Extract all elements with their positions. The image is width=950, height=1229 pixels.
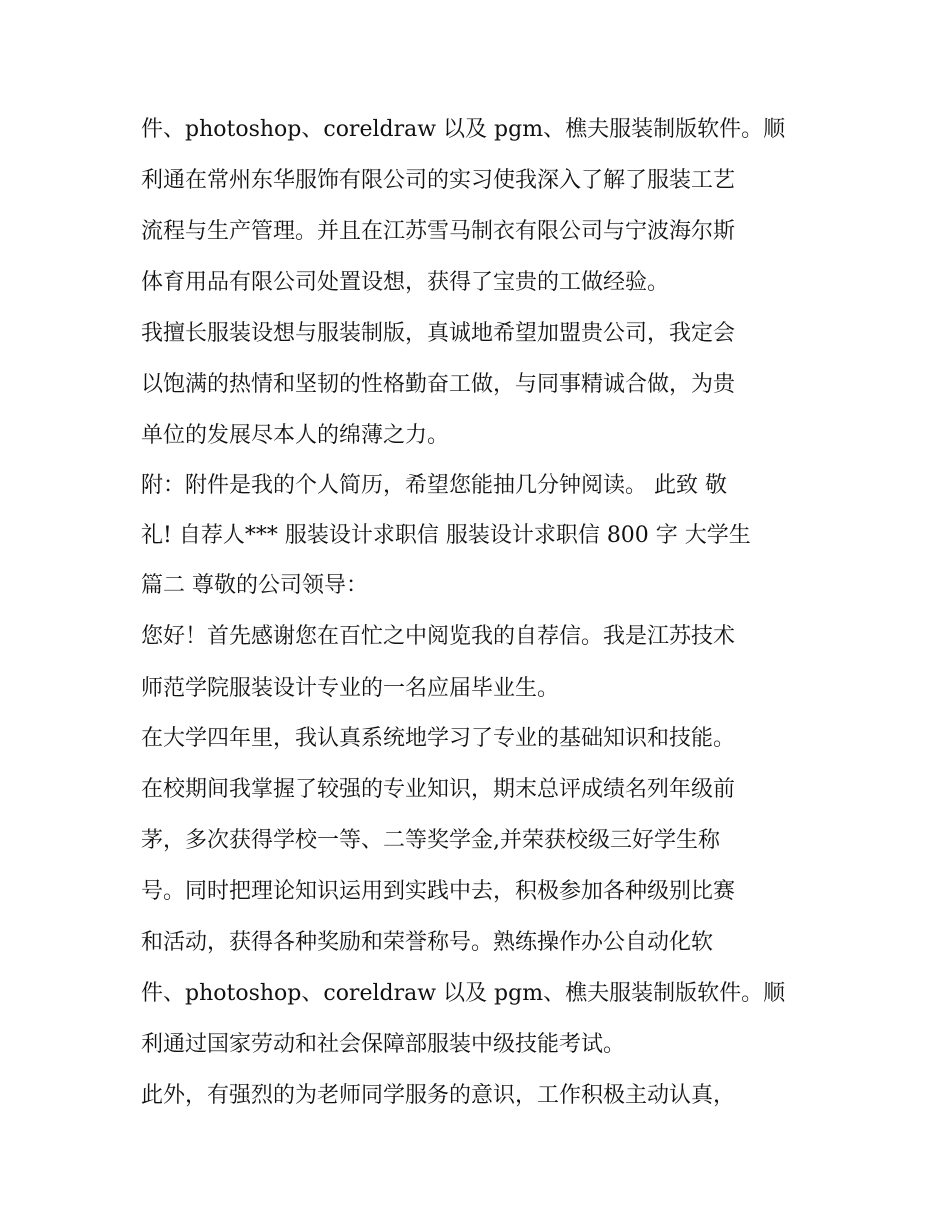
- text-line: 体育用品有限公司处置设想，获得了宝贵的工做经验。: [141, 270, 670, 295]
- text-line: 我擅长服装设想与服装制版，真诚地希望加盟贵公司，我定会: [141, 321, 736, 346]
- text-line: 号。同时把理论知识运用到实践中去，积极参加各种级别比赛: [141, 879, 736, 904]
- text-line: 和活动，获得各种奖励和荣誉称号。熟练操作办公自动化软: [141, 930, 714, 955]
- text-line: 在大学四年里，我认真系统地学习了专业的基础知识和技能。: [141, 726, 736, 751]
- text-line: 礼! 自荐人*** 服装设计求职信 服装设计求职信 800 字 大学生: [141, 523, 751, 548]
- text-line: 在校期间我掌握了较强的专业知识，期末总评成绩名列年级前: [141, 777, 736, 802]
- text-line: 您好！首先感谢您在百忙之中阅览我的自荐信。我是江苏技术: [141, 624, 736, 649]
- text-line: 此外，有强烈的为老师同学服务的意识，工作积极主动认真，: [141, 1083, 736, 1108]
- text-line: 附：附件是我的个人简历，希望您能抽几分钟阅读。 此致 敬: [141, 473, 727, 498]
- text-line: 利通过国家劳动和社会保障部服装中级技能考试。: [141, 1032, 626, 1057]
- text-line: 件、photoshop、coreldraw 以及 pgm、樵夫服装制版软件。顺: [141, 981, 786, 1006]
- text-line: 单位的发展尽本人的绵薄之力。: [141, 423, 450, 448]
- text-line: 篇二 尊敬的公司领导：: [141, 573, 368, 598]
- text-line: 件、photoshop、coreldraw 以及 pgm、樵夫服装制版软件。顺: [141, 117, 786, 142]
- text-line: 以饱满的热情和坚韧的性格勤奋工做，与同事精诚合做，为贵: [141, 372, 736, 397]
- text-line: 师范学院服装设计专业的一名应届毕业生。: [141, 676, 560, 701]
- text-line: 利通在常州东华服饰有限公司的实习使我深入了解了服装工艺: [141, 168, 736, 193]
- text-line: 茅，多次获得学校一等、二等奖学金,并荣获校级三好学生称: [141, 828, 720, 853]
- text-line: 流程与生产管理。并且在江苏雪马制衣有限公司与宁波海尔斯: [141, 219, 736, 244]
